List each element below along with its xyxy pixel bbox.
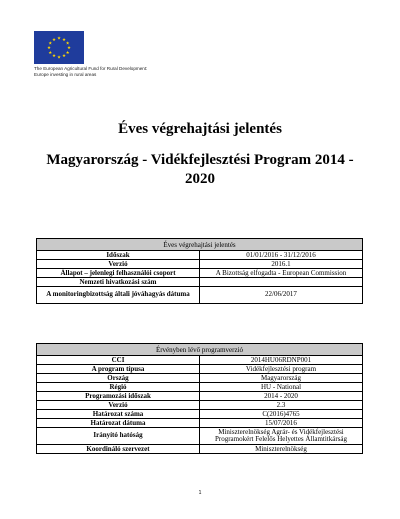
row-value: 22/06/2017	[200, 287, 363, 304]
table-row	[37, 251, 363, 260]
svg-text:★: ★	[48, 41, 53, 47]
report-table-header: Éves végrehajtási jelentés	[37, 239, 363, 251]
table-row	[37, 428, 363, 445]
row-value: C(2016)4765	[200, 410, 363, 419]
svg-text:★: ★	[46, 46, 52, 51]
row-label: Koordináló szervezet	[37, 445, 200, 454]
svg-text:★: ★	[56, 36, 62, 42]
page-number: 1	[198, 490, 202, 496]
svg-text:★: ★	[48, 50, 53, 56]
fund-caption-line-2: Europe investing in rural areas	[34, 71, 97, 77]
row-label: CCI	[37, 356, 200, 365]
report-table	[36, 238, 363, 304]
table-row	[37, 445, 363, 454]
row-label: A program típusa	[37, 365, 200, 374]
table-row	[37, 365, 363, 374]
row-value: Miniszterelnökség Agrár- és Vidékfejlesztési Programokért Felelős Helyettes Államtitkárság	[200, 428, 363, 445]
row-value: Vidékfejlesztési program	[200, 365, 363, 374]
row-value: HU - National	[200, 383, 363, 392]
fund-caption-line-1: The European Agricultural Fund for Rural Development:	[34, 66, 148, 71]
row-value	[200, 278, 363, 287]
eu-stars-icon	[34, 31, 84, 64]
row-value: 2014 - 2020	[200, 392, 363, 401]
table-row	[37, 260, 363, 269]
row-label: Nemzeti hivatkozási szám	[37, 278, 200, 287]
row-label: Irányító hatóság	[37, 428, 200, 445]
svg-text:★: ★	[65, 50, 70, 56]
row-label: Verzió	[37, 401, 200, 410]
table-row	[37, 401, 363, 410]
row-value: 2016.1	[200, 260, 363, 269]
svg-text:★: ★	[66, 46, 72, 51]
svg-text:★: ★	[56, 55, 62, 61]
eu-flag-logo	[34, 31, 84, 64]
row-value: A Bizottság elfogadta - European Commission	[200, 269, 363, 278]
svg-text:★: ★	[51, 54, 57, 60]
row-value: 2.3	[200, 401, 363, 410]
row-label: Verzió	[37, 260, 200, 269]
row-label: A monitoringbizottság általi jóváhagyás dátuma	[37, 287, 200, 304]
program-version-table	[36, 343, 363, 454]
row-label: Időszak	[37, 251, 200, 260]
row-label: Határozat dátuma	[37, 419, 200, 428]
table-row	[37, 392, 363, 401]
row-label: Ország	[37, 374, 200, 383]
svg-text:★: ★	[61, 37, 67, 43]
row-value: 15/07/2016	[200, 419, 363, 428]
svg-text:★: ★	[61, 54, 67, 60]
table-row	[37, 374, 363, 383]
table-row	[37, 410, 363, 419]
svg-text:★: ★	[51, 37, 57, 43]
row-label: Állapot – jelenlegi felhasználói csoport	[37, 269, 200, 278]
row-value: Magyarország	[200, 374, 363, 383]
table-row	[37, 278, 363, 287]
row-label: Programozási időszak	[37, 392, 200, 401]
row-value: 01/01/2016 - 31/12/2016	[200, 251, 363, 260]
table-row	[37, 269, 363, 278]
fund-caption	[34, 66, 234, 77]
table-row	[37, 356, 363, 365]
table-row	[37, 287, 363, 304]
row-value: 2014HU06RDNP001	[200, 356, 363, 365]
document-subtitle: Magyarország - Vidékfejlesztési Program 2014 - 2020	[46, 152, 354, 187]
table-row	[37, 419, 363, 428]
svg-text:★: ★	[65, 41, 70, 47]
row-label: Határozat száma	[37, 410, 200, 419]
program-table-header: Érvényben lévő programverzió	[37, 344, 363, 356]
table-row	[37, 383, 363, 392]
document-title: Éves végrehajtási jelentés	[118, 121, 282, 137]
row-label: Régió	[37, 383, 200, 392]
row-value: Miniszterelnökség	[200, 445, 363, 454]
